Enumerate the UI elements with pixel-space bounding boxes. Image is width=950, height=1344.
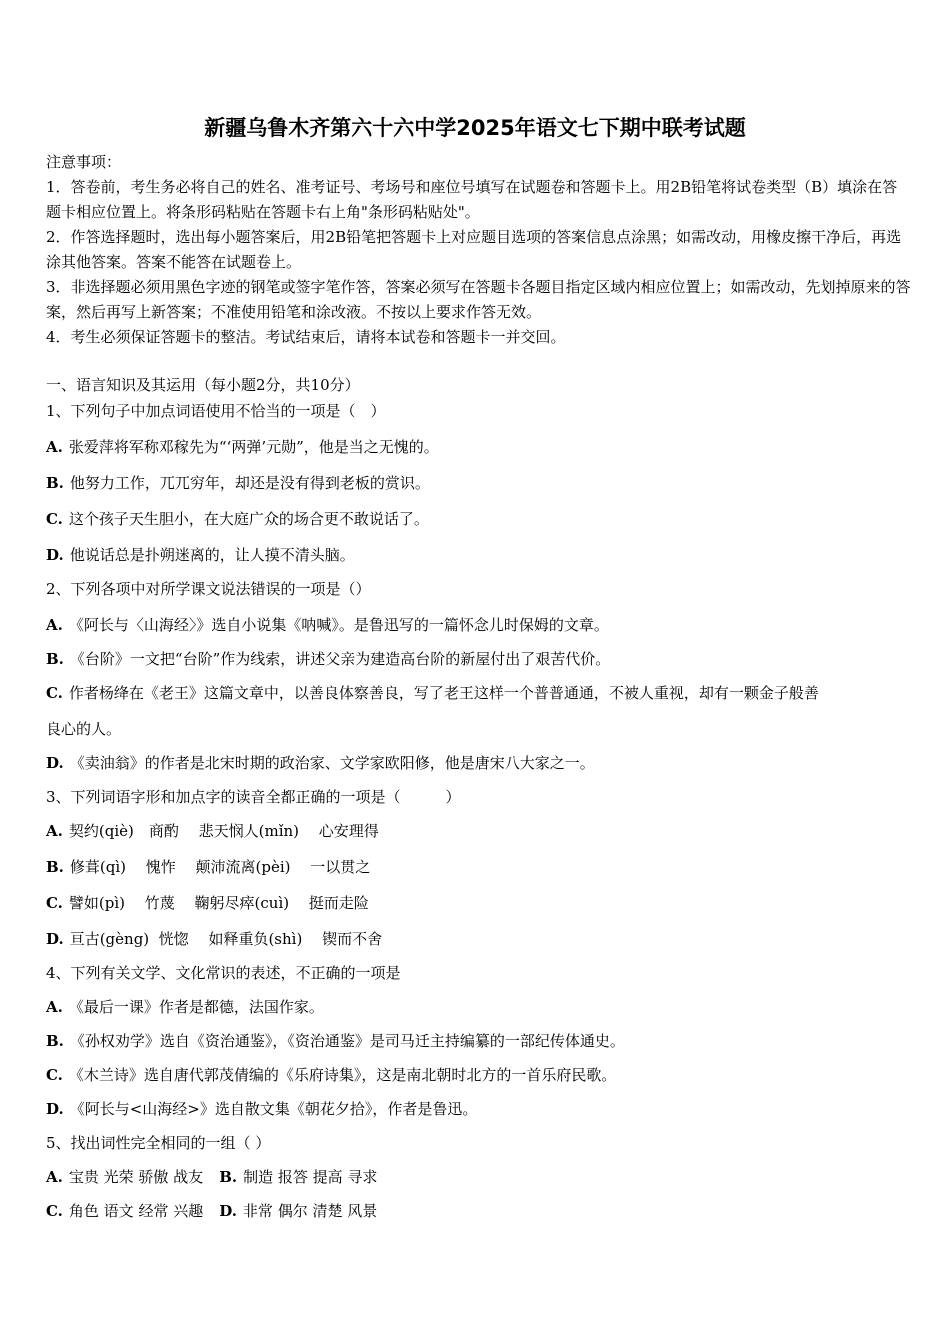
questions-section xyxy=(46,372,911,1232)
option-text: 《阿长与〈山海经〉》选自小说集《呐喊》。是鲁迅写的一篇怀念儿时保姆的文章。 xyxy=(68,616,609,634)
option-label: C. xyxy=(46,894,63,912)
option-text: 角色 语文 经常 兴趣 xyxy=(68,1202,204,1220)
option-text: 契约(qiè) 商酌 悲天悯人(mǐn) 心安理得 xyxy=(68,822,379,840)
notice-item: 4．考生必须保证答题卡的整洁。考试结束后，请将本试卷和答题卡一并交回。 xyxy=(46,328,566,346)
q4-option-a xyxy=(46,994,911,1028)
section-heading: 一、语言知识及其运用（每小题2分，共10分） xyxy=(46,376,360,394)
option-label: D. xyxy=(46,546,64,564)
option-text: 《卖油翁》的作者是北宋时期的政治家、文学家欧阳修，他是唐宋八大家之一。 xyxy=(69,754,595,772)
q5-options-ab xyxy=(46,1164,911,1198)
option-text: 他说话总是扑朔迷离的，让人摸不清头脑。 xyxy=(69,546,355,564)
option-label: C. xyxy=(46,510,63,528)
option-text: 非常 偶尔 清楚 风景 xyxy=(242,1202,378,1220)
option-text: 《木兰诗》选自唐代郭茂倩编的《乐府诗集》，这是南北朝时北方的一首乐府民歌。 xyxy=(68,1066,617,1084)
q1-option-b xyxy=(46,470,911,506)
q2-option-b xyxy=(46,646,911,680)
option-text: 亘古(gèng) 恍惚 如释重负(shì) 锲而不舍 xyxy=(69,930,383,948)
option-text: 《台阶》一文把“台阶”作为线索，讲述父亲为建造高台阶的新屋付出了艰苦代价。 xyxy=(69,650,611,668)
q4-option-c xyxy=(46,1062,911,1096)
option-label: A. xyxy=(46,438,63,456)
question-5-stem: 5、找出词性完全相同的一组（ ） xyxy=(46,1134,271,1152)
notice-item: 1．答卷前，考生务必将自己的姓名、准考证号、考场号和座位号填写在试题卷和答题卡上。用2B铅笔将试卷类型（B）填涂在答题卡相应位置上。将条形码粘贴在答题卡右上角"条形码粘贴处"。 xyxy=(46,178,898,221)
notice-item: 2．作答选择题时，选出每小题答案后，用2B铅笔把答题卡上对应题目选项的答案信息点涂黑；如需改动，用橡皮擦干净后，再选涂其他答案。答案不能答在试题卷上。 xyxy=(46,228,902,271)
option-text: 他努力工作，兀兀穷年，却还是没有得到老板的赏识。 xyxy=(69,474,430,492)
option-text: 譬如(pì) 竹蔑 鞠躬尽瘁(cuì) 挺而走险 xyxy=(68,894,369,912)
q3-option-b xyxy=(46,854,911,890)
option-label: D. xyxy=(219,1202,237,1220)
q2-option-c-continued: 良心的人。 xyxy=(46,720,122,738)
option-label: D. xyxy=(46,930,64,948)
q4-option-b xyxy=(46,1028,911,1062)
q2-option-d xyxy=(46,750,911,784)
option-label: B. xyxy=(219,1168,238,1186)
option-label: D. xyxy=(46,1100,64,1118)
question-3-stem: 3、下列词语字形和加点字的读音全都正确的一项是（ ） xyxy=(46,788,461,806)
option-text: 制造 报答 提高 寻求 xyxy=(243,1168,378,1186)
option-label: B. xyxy=(46,474,64,492)
q5-options-cd xyxy=(46,1198,911,1232)
q2-option-c xyxy=(46,680,911,716)
option-text: 这个孩子天生胆小，在大庭广众的场合更不敢说话了。 xyxy=(68,510,429,528)
q2-option-a xyxy=(46,612,911,646)
option-label: C. xyxy=(46,1202,63,1220)
notice-heading: 注意事项： xyxy=(46,153,122,171)
option-text: 宝贵 光荣 骄傲 战友 xyxy=(68,1168,204,1186)
q1-option-a xyxy=(46,434,911,470)
option-label: D. xyxy=(46,754,64,772)
q3-option-a xyxy=(46,818,911,854)
option-label: A. xyxy=(46,616,63,634)
option-text: 作者杨绛在《老王》这篇文章中，以善良体察善良，写了老王这样一个普普通通，不被人重视，却有一颗金子般善 xyxy=(68,684,819,702)
option-label: A. xyxy=(46,998,63,1016)
q4-option-d xyxy=(46,1096,911,1130)
notice-item: 3．非选择题必须用黑色字迹的钢笔或签字笔作答，答案必须写在答题卡各题目指定区域内相应位置上；如需改动，先划掉原来的答案，然后再写上新答案；不准使用铅笔和涂改液。不按以上要求作答无效。 xyxy=(46,278,911,321)
option-label: A. xyxy=(46,1168,63,1186)
question-2-stem: 2、下列各项中对所学课文说法错误的一项是（） xyxy=(46,580,371,598)
option-text: 张爱萍将军称邓稼先为“‘两弹’元勋”，他是当之无愧的。 xyxy=(68,438,439,456)
option-label: C. xyxy=(46,684,63,702)
option-text: 《最后一课》作者是都德，法国作家。 xyxy=(68,998,324,1016)
question-1-stem: 1、下列句子中加点词语使用不恰当的一项是（ ） xyxy=(46,402,386,420)
option-text: 《孙权劝学》选自《资治通鉴》，《资治通鉴》是司马迁主持编纂的一部纪传体通史。 xyxy=(69,1032,625,1050)
option-label: B. xyxy=(46,650,64,668)
question-4-stem: 4、下列有关文学、文化常识的表述，不正确的一项是 xyxy=(46,964,401,982)
page-title: 新疆乌鲁木齐第六十六中学2025年语文七下期中联考试题 xyxy=(204,116,746,140)
q1-option-d xyxy=(46,542,911,576)
q3-option-c xyxy=(46,890,911,926)
option-label: B. xyxy=(46,858,64,876)
option-label: C. xyxy=(46,1066,63,1084)
option-text: 《阿长与<山海经>》选自散文集《朝花夕拾》，作者是鲁迅。 xyxy=(69,1100,478,1118)
notice-section xyxy=(46,150,911,350)
option-label: A. xyxy=(46,822,63,840)
option-label: B. xyxy=(46,1032,64,1050)
option-text: 修葺(qì) 愧怍 颠沛流离(pèi) 一以贯之 xyxy=(69,858,371,876)
q3-option-d xyxy=(46,926,911,960)
q1-option-c xyxy=(46,506,911,542)
